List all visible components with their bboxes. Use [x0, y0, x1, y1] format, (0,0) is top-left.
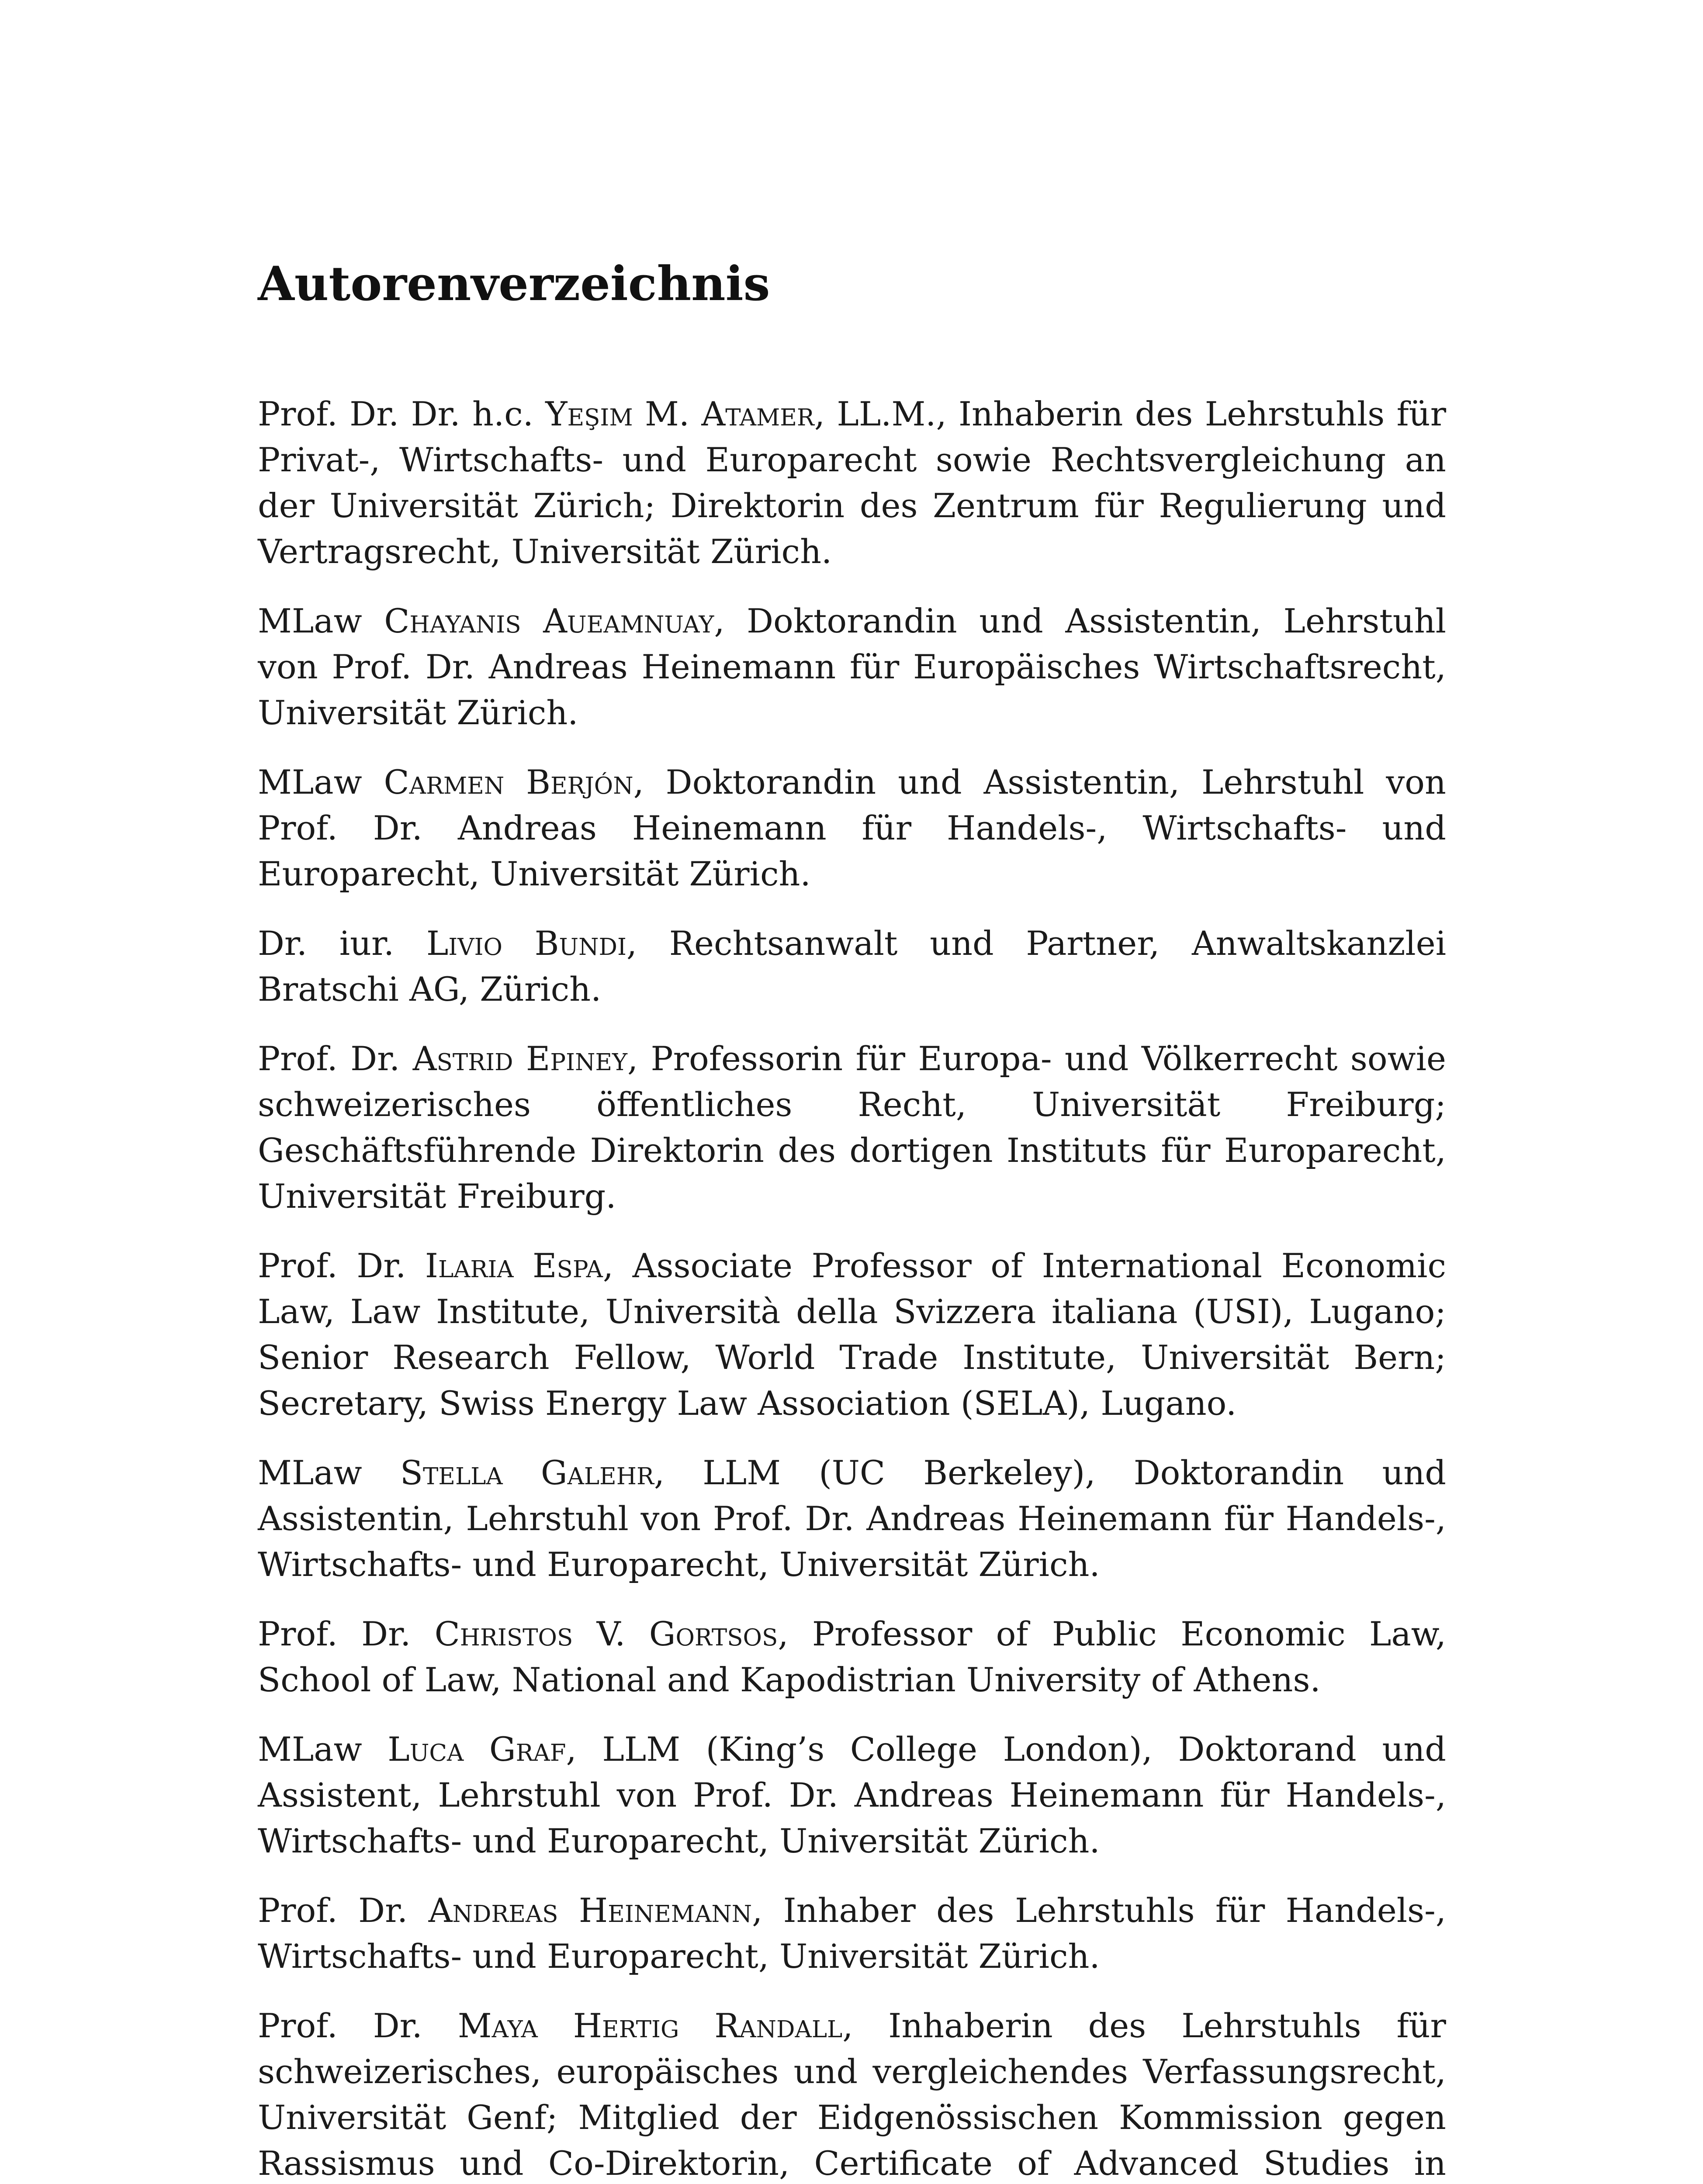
- author-description: , Rechtsanwalt und Partner, Anwaltskanzlei Bratschi AG, Zürich.: [258, 924, 1447, 1009]
- author-description: , Associate Professor of International Economic Law, Law Institute, Università della Svizzera italiana (USI), Lugano; Senior Research Fellow, World Trade Institute, Universität Bern; Secretary, Swiss Energy Law Association (SELA), Lugano.: [258, 1246, 1447, 1423]
- author-name: Chayanis Aueamnuay: [384, 601, 714, 640]
- page-title: Autorenverzeichnis: [258, 256, 770, 311]
- author-prefix: MLaw: [258, 601, 384, 640]
- author-prefix: Prof. Dr. Dr. h.c.: [258, 394, 546, 433]
- author-prefix: Prof. Dr.: [258, 1891, 429, 1930]
- author-entry: [258, 1887, 1446, 1979]
- author-description: , Professorin für Europa- und Völkerrecht sowie schweizerisches öffentliches Recht, Universität Freiburg; Geschäftsführende Direktorin des dortigen Instituts für Europarecht, Universität Freiburg.: [258, 1039, 1446, 1216]
- author-name: Astrid Epiney: [412, 1039, 628, 1078]
- author-entry: [258, 391, 1446, 574]
- author-entry: [258, 2003, 1446, 2184]
- author-name: Stella Galehr: [400, 1453, 654, 1492]
- author-prefix: Prof. Dr.: [258, 1246, 425, 1285]
- author-description: , LL.M., Inhaberin des Lehrstuhls für Privat-, Wirtschafts- und Europarecht sowie Rechtsvergleichung an der Universität Zürich; Direktorin des Zentrum für Regulierung und Vertragsrecht, Universität Zürich.: [258, 394, 1447, 571]
- author-prefix: Dr. iur.: [258, 924, 426, 963]
- author-prefix: Prof. Dr.: [258, 1614, 435, 1653]
- author-description: , Inhaberin des Lehrstuhls für schweizerisches, europäisches und vergleichendes Verfassungsrecht, Universität Genf; Mitglied der Eidgenössischen Kommission gegen Rassismus und Co-Direktorin, Certificate of Advanced Studies in: [258, 2006, 1446, 2183]
- author-description: , LLM (UC Berkeley), Doktorandin und Assistentin, Lehrstuhl von Prof. Dr. Andreas Heinemann für Handels-, Wirtschafts- und Europarecht, Universität Zürich.: [258, 1453, 1446, 1584]
- author-list: [258, 391, 1446, 2184]
- author-name: Andreas Heinemann: [428, 1891, 752, 1930]
- author-entry: [258, 598, 1446, 736]
- author-entry: [258, 759, 1446, 897]
- author-entry: [258, 1036, 1446, 1219]
- author-entry: [258, 1611, 1446, 1703]
- author-name: Livio Bundi: [426, 924, 627, 963]
- author-prefix: Prof. Dr.: [258, 2006, 458, 2045]
- author-entry: [258, 1243, 1446, 1426]
- author-description: , Professor of Public Economic Law, School of Law, National and Kapodistrian University of Athens.: [258, 1614, 1446, 1699]
- author-prefix: Prof. Dr.: [258, 1039, 413, 1078]
- author-prefix: MLaw: [258, 1730, 388, 1769]
- author-name: Luca Graf: [388, 1730, 566, 1769]
- author-name: Yeşim M. Atamer: [545, 394, 814, 433]
- author-name: Christos V. Gortsos: [434, 1614, 778, 1653]
- author-prefix: MLaw: [258, 1453, 400, 1492]
- author-entry: [258, 1450, 1446, 1587]
- author-description: , LLM (King’s College London), Doktorand und Assistent, Lehrstuhl von Prof. Dr. Andreas Heinemann für Handels-, Wirtschafts- und Europarecht, Universität Zürich.: [258, 1730, 1446, 1860]
- author-name: Carmen Berjón: [384, 763, 633, 802]
- author-entry: [258, 920, 1446, 1012]
- author-description: , Inhaber des Lehrstuhls für Handels-, Wirtschafts- und Europarecht, Universität Zürich.: [258, 1891, 1446, 1976]
- author-name: Maya Hertig Randall: [457, 2006, 843, 2045]
- author-entry: [258, 1726, 1446, 1864]
- author-description: , Doktorandin und Assistentin, Lehrstuhl von Prof. Dr. Andreas Heinemann für Handels-, Wirtschafts- und Europarecht, Universität Zürich.: [258, 763, 1447, 893]
- author-prefix: MLaw: [258, 763, 384, 802]
- author-description: , Doktorandin und Assistentin, Lehrstuhl von Prof. Dr. Andreas Heinemann für Europäisches Wirtschaftsrecht, Universität Zürich.: [258, 601, 1447, 732]
- author-name: Ilaria Espa: [425, 1246, 603, 1285]
